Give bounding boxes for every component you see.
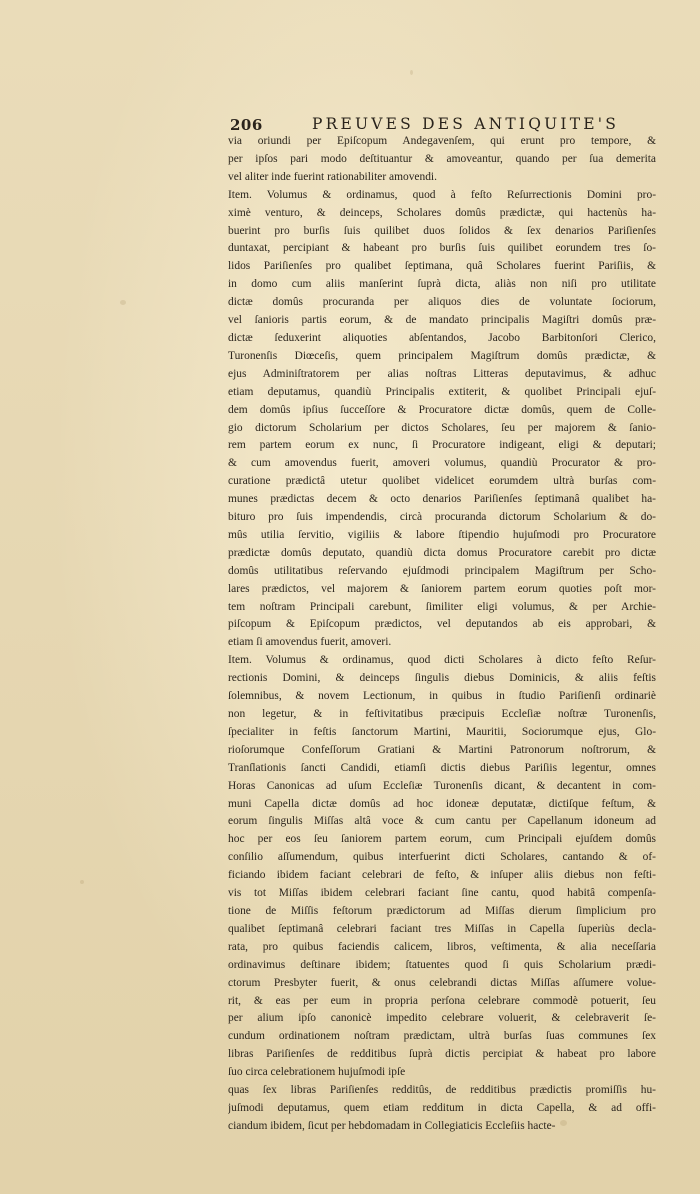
text-line: libras Pariſienſes de redditibus ſuprà dictis percipiat & habeat pro labore <box>228 1048 656 1061</box>
text-line: ſuo circa celebrationem hujuſmodi ipſe <box>228 1066 406 1079</box>
text-line: curatione prædictâ utetur quolibet videlicet eorumdem ultrà burſas com- <box>228 475 656 488</box>
text-line: prædictæ domûs deputato, quandiù dicta domus Procuratore carebit pro dictæ <box>228 546 656 559</box>
text-line: tem noſtram Principali carebunt, ſimiliter eligi volumus, & per Archie- <box>228 600 656 613</box>
text-line: dictæ ſeduxerint aliquoties abſentandos, Jacobo Barbitonſori Clerico, <box>228 331 656 344</box>
text-line: Tranſlationis ſancti Candidi, etiamſi dictis diebus Pariſiis legentur, omnes <box>228 761 656 774</box>
text-line: via oriundi per Epiſcopum Andegavenſem, qui erunt pro tempore, & <box>228 135 656 147</box>
text-line: piſcopum & Epiſcopum prædictos, vel deputandos ab eis approbari, & <box>228 618 656 631</box>
text-line: Horas Canonicas ad uſum Eccleſiæ Turonenſis dicant, & decantent in com- <box>228 779 656 792</box>
text-line: in domo cum aliis manſerint ſuprà dicta, aliàs non niſi pro utilitate <box>228 278 656 291</box>
text-line: etiam ſi amovendus fuerit, amoveri. <box>228 636 392 649</box>
text-line: Item. Volumus & ordinamus, quod à feſto Reſurrectionis Domini pro- <box>228 188 656 201</box>
text-line: juſmodi deputamus, quem etiam redditum in dicta Capella, & ad offi- <box>228 1101 656 1114</box>
text-line: Turonenſis Diœceſis, quem principalem Magiſtrum domûs prædictæ, & <box>228 349 656 362</box>
text-line: ficiando ibidem faciant celebrari de feſto, & inſuper aliis diebus non feſti- <box>228 869 656 882</box>
text-line: conſilio aſſumendum, quibus interfuerint dicti Scholares, cantando & of- <box>228 851 656 864</box>
text-line: per ipſos pari modo deſtituantur & amoveantur, quando per ſua demerita <box>228 152 656 165</box>
text-line: vis tot Miſſas ibidem celebrari faciant ſine cantu, quod habitâ compenſa- <box>228 887 656 900</box>
text-line: quas ſex libras Pariſienſes redditûs, de redditibus prædictis promiſſis hu- <box>228 1084 656 1097</box>
text-line: buerint pro burſis ſuis quilibet duos ſolidos & ſex denarios Pariſienſes <box>228 224 656 237</box>
text-line: ctorum Presbyter fuerit, & onus celebrandi dictas Miſſas aſſumere volue- <box>228 976 656 989</box>
text-line: etiam deputamus, quandiù Principalis extiterit, & quolibet Principali ejuſ- <box>228 385 656 398</box>
text-line: dem domûs ipſius ſucceſſore & Procuratore dictæ domûs, quem de Colle- <box>228 403 656 416</box>
text-line: lares prædictos, vel majorem & ſaniorem partem eorum quoties poſt mor- <box>228 582 656 595</box>
text-line: dictæ domûs procuranda per aliquos dies de voluntate ſociorum, <box>228 296 656 309</box>
text-line: rit, & eas per eum in propria perſona celebrare commodè potuerit, ſeu <box>228 994 656 1007</box>
running-title: PREUVES DES ANTIQUITE'S <box>312 115 620 133</box>
text-line: ſolemnibus, & novem Lectionum, in quibus in ſtudio Pariſienſi ordinariè <box>228 690 656 703</box>
text-line: per alium ipſo canonicè impedito celebrare voluerit, & celebraverit ſe- <box>228 1012 656 1025</box>
text-line: muni Capella dictæ domûs ad hoc idoneæ deputatæ, dictiſque feſtum, & <box>228 797 656 810</box>
text-line: domûs utilitatibus reſervando ejuſdmodi principalem Magiſtrum per Scho- <box>228 564 656 577</box>
text-line: rem partem eorum ex nunc, ſi Procuratore indigeant, eligi & deputari; <box>228 439 656 452</box>
text-line: non legetur, & in feſtivitatibus præcipuis Eccleſiæ noſtræ Turonenſis, <box>228 708 656 720</box>
text-line: ordinavimus deſtinare ibidem; ſtatuentes quod ſi quis Scholarium prædi- <box>228 958 656 971</box>
text-line: hoc per eos ſeu ſaniorem partem eorum, cum Principali ejuſdem domûs <box>228 833 656 846</box>
text-line: bituro pro ſuis impendendis, circà procuranda dictorum Scholarium & do- <box>228 511 656 524</box>
text-line: tione de Miſſis feſtorum prædictorum ad Miſſas dierum ſimplicium pro <box>228 904 656 917</box>
text-line: gio dictorum Scholarium per dictos Scholares, ſeu per majorem & ſanio- <box>228 421 656 434</box>
text-line: eorum ſingulis Miſſas altâ voce & cum cantu per Capellanum idoneum ad <box>228 815 656 828</box>
text-line: lidos Pariſienſes pro qualibet ſeptimana, quâ Scholares fuerint Pariſiis, & <box>228 260 656 273</box>
text-line: rata, pro quibus faciendis calicem, libros, veſtimenta, & alia neceſſaria <box>228 940 656 953</box>
text-line: ſpecialiter in feſtis ſanctorum Martini, Mauritii, Sociorumque ejus, Glo- <box>228 725 656 738</box>
text-line: rioſorumque Confeſſorum Gratiani & Martini Patronorum noſtrorum, & <box>228 743 656 756</box>
text-line: ejus Adminiſtratorem per alias noſtras Litteras deputavimus, & adhuc <box>228 367 656 380</box>
text-line: mûs utilia ſervitio, vigiliis & labore ſtipendio hujuſmodi pro Procuratore <box>228 528 656 541</box>
text-line: munes prædictas decem & octo denarios Pariſienſes ſeptimanâ qualibet ha- <box>228 493 656 506</box>
text-line: ciandum ibidem, ſicut per hebdomadam in Collegiaticis Eccleſiis hacte- <box>228 1119 556 1132</box>
text-line: cundum ordinationem noſtram prædictam, ultrà burſas ſuas communes ſex <box>228 1030 656 1043</box>
page-number: 206 <box>230 116 263 134</box>
text-line: & cum amovendus fuerit, amoveri volumus, quandiù Procurator & pro- <box>228 457 656 470</box>
body-text <box>228 133 656 1136</box>
text-line: ximè venturo, & deinceps, Scholares domûs prædictæ, qui hactenùs ha- <box>228 206 656 219</box>
text-line: vel ſanioris partis eorum, & de mandato principalis Magiſtri domûs præ- <box>228 314 656 327</box>
text-line: vel aliter inde fuerint rationabiliter amovendi. <box>228 170 437 183</box>
text-line: rectionis Domini, & deinceps ſingulis diebus Dominicis, & aliis feſtis <box>228 672 656 685</box>
text-line: Item. Volumus & ordinamus, quod dicti Scholares à dicto feſto Reſur- <box>228 654 656 667</box>
text-line: duntaxat, percipiant & habeant pro burſis ſuis quilibet eorundem tres ſo- <box>228 242 656 255</box>
text-line: qualibet ſeptimanâ celebrari faciant tres Miſſas in Capella ſuperiùs decla- <box>228 922 656 935</box>
